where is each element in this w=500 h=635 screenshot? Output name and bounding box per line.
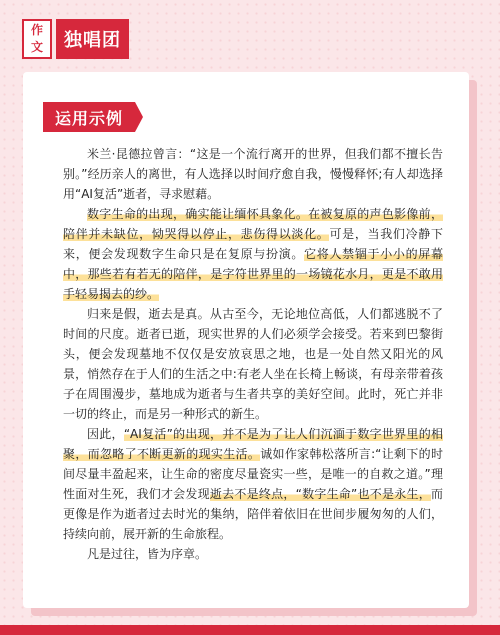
logo-char-1: 作 [30, 23, 43, 37]
paragraph [63, 204, 443, 304]
text-segment: 米兰·昆德拉曾言：“这是一个流行离开的世界，但我们都不擅长告别。”经历亲人的离世，有人选择以时间疗愈自我，慢慢释怀;有人却选择用“AI复活”逝者，寻求慰藉。 [63, 147, 443, 201]
text-segment: 因此， [87, 427, 124, 441]
text-segment: 而更像是作为逝者过去时光的集纳，陪伴着依旧在世间步履匆匆的人们，持续向前，展开新的生命旅程。 [63, 487, 443, 541]
section-tag: 运用示例 [43, 102, 135, 132]
text-segment: 诚如作家韩松落所言:“让剩下的时间尽量丰盈起来，让生命的密度尽量瓷实一些，是唯一的自救之道。”理性面对生死，我们才会发现 [63, 447, 443, 501]
paragraph [63, 424, 443, 544]
paragraph [63, 544, 443, 564]
highlighted-text: 数字生命的出现，确实能让缅怀具象化。 [87, 207, 309, 221]
text-segment: 凡是过往，皆为序章。 [87, 547, 208, 561]
header [22, 16, 129, 62]
highlighted-text: 逝去不是终点，“数字生命”也不是永生， [209, 487, 431, 501]
footer-bar [0, 625, 500, 635]
highlighted-text: “AI复活”的出现，并不是为了让人们沉湎于数字世界里的相聚，而忽略了不断更新的现实生活。 [63, 427, 443, 461]
highlighted-text: 它将人禁锢于小小的屏幕中，那些若有若无的陪伴，是字符世界里的一场镜花水月，更是不敢用手轻易揭去的纱。 [63, 247, 443, 301]
paragraph [63, 144, 443, 204]
brand-title: 独唱团 [56, 19, 129, 59]
highlighted-text: 在被复原的声色影像前，陪伴并未缺位，恸哭得以停止，悲伤得以淡化。 [63, 207, 443, 241]
paragraph [63, 304, 443, 424]
logo-char-2: 文 [30, 40, 43, 54]
text-segment: 可是，当我们冷静下来，便会发现数字生命只是在复原与扮演。 [63, 227, 443, 261]
logo-icon [22, 19, 52, 59]
content-card [23, 72, 469, 608]
text-segment: 归来是假，逝去是真。从古至今，无论地位高低，人们都逃脱不了时间的尺度。逝者已逝，现实世界的人们必须学会接受。若来到巴黎街头，便会发现墓地不仅仅是安放哀思之地，也是一处自然又阳光的风景，悄然存在于人们的生活之中:有老人坐在长椅上畅谈，有母亲带着孩子在周围漫步，墓地成为逝者与生者共享的美好空间。此时，死亡并非一切的终止，而是另一种形式的新生。 [63, 307, 443, 421]
article-body [63, 144, 443, 564]
